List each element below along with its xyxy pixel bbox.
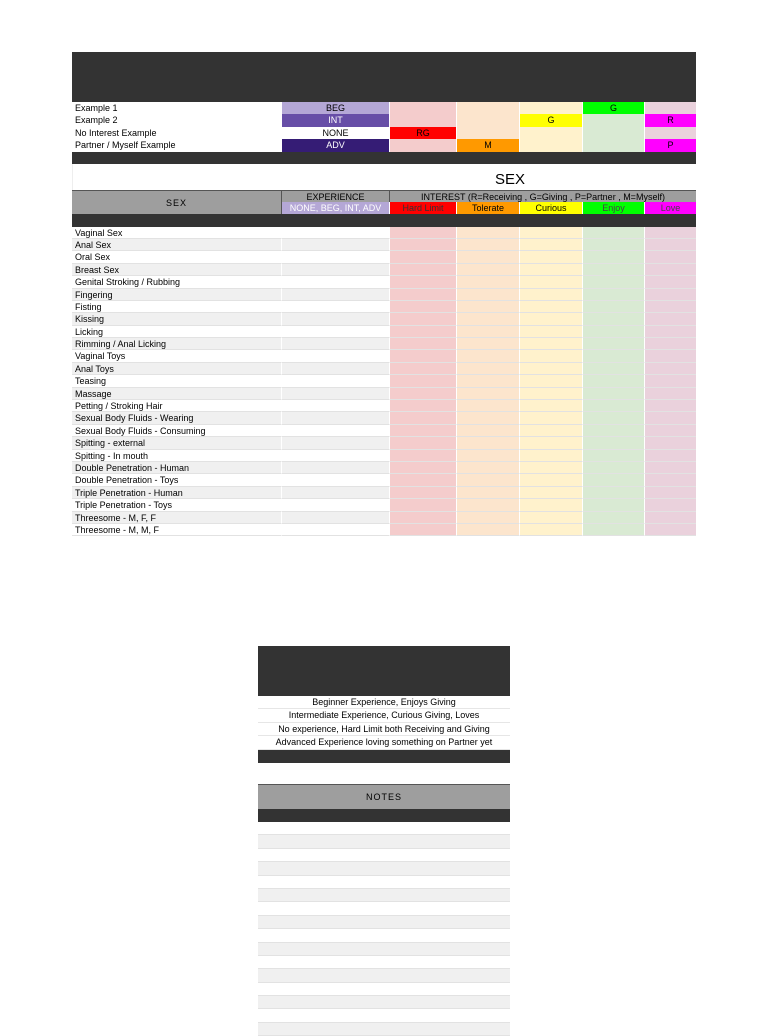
item-label: Double Penetration - Human	[72, 462, 282, 474]
love-input[interactable]	[645, 474, 696, 486]
item-label: Breast Sex	[72, 264, 282, 276]
notes-row[interactable]	[258, 902, 510, 915]
enjoy-input[interactable]	[583, 363, 645, 375]
tolerate-input[interactable]	[457, 487, 520, 499]
tolerate-input[interactable]	[457, 227, 520, 239]
tolerate-cell[interactable]	[457, 114, 520, 126]
item-label: Triple Penetration - Human	[72, 487, 282, 499]
experience-input[interactable]	[282, 227, 390, 239]
curious-input[interactable]	[520, 388, 583, 400]
curious-cell[interactable]	[520, 127, 583, 139]
love-input[interactable]	[645, 412, 696, 424]
item-label: Fingering	[72, 289, 282, 301]
notes-row[interactable]	[258, 956, 510, 969]
enjoy-input[interactable]	[583, 289, 645, 301]
love-input[interactable]	[645, 350, 696, 362]
example-label: No Interest Example	[72, 127, 282, 139]
love-input[interactable]	[645, 264, 696, 276]
hard-limit-input[interactable]	[390, 251, 457, 263]
tolerate-input[interactable]	[457, 264, 520, 276]
curious-input[interactable]	[520, 227, 583, 239]
item-label: Rimming / Anal Licking	[72, 338, 282, 350]
table-row	[72, 499, 696, 511]
item-label: Massage	[72, 388, 282, 400]
tolerate-cell[interactable]: M	[457, 139, 520, 151]
header-divider	[72, 214, 696, 227]
section-title-row	[72, 164, 696, 190]
example-row	[72, 127, 696, 139]
enjoy-cell[interactable]: G	[583, 102, 645, 114]
experience-input[interactable]	[282, 400, 390, 412]
love-input[interactable]	[645, 326, 696, 338]
tolerate-input[interactable]	[457, 388, 520, 400]
table-row	[72, 450, 696, 462]
table-row	[72, 388, 696, 400]
experience-input[interactable]	[282, 425, 390, 437]
example-row	[72, 102, 696, 114]
curious-input[interactable]	[520, 313, 583, 325]
curious-input[interactable]	[520, 363, 583, 375]
notes-row[interactable]	[258, 889, 510, 902]
legend-item: Beginner Experience, Enjoys Giving	[258, 696, 510, 709]
curious-cell[interactable]	[520, 102, 583, 114]
enjoy-input[interactable]	[583, 487, 645, 499]
enjoy-cell[interactable]	[583, 139, 645, 151]
love-input[interactable]	[645, 450, 696, 462]
hard-limit-input[interactable]	[390, 499, 457, 511]
experience-input[interactable]	[282, 251, 390, 263]
enjoy-input[interactable]	[583, 326, 645, 338]
curious-input[interactable]	[520, 251, 583, 263]
table-row	[72, 375, 696, 387]
love-cell[interactable]: R	[645, 114, 696, 126]
love-cell[interactable]	[645, 102, 696, 114]
example-row	[72, 114, 696, 126]
love-input[interactable]	[645, 437, 696, 449]
notes-row[interactable]	[258, 996, 510, 1009]
hard-limit-input[interactable]	[390, 276, 457, 288]
table-row	[72, 412, 696, 424]
curious-input[interactable]	[520, 301, 583, 313]
experience-input[interactable]	[282, 264, 390, 276]
hard-limit-input[interactable]	[390, 524, 457, 536]
experience-cell[interactable]: BEG	[282, 102, 390, 114]
item-label: Kissing	[72, 313, 282, 325]
enjoy-input[interactable]	[583, 499, 645, 511]
legend-item: No experience, Hard Limit both Receiving and Giving	[258, 723, 510, 736]
item-label: Genital Stroking / Rubbing	[72, 276, 282, 288]
item-label: Threesome - M, M, F	[72, 524, 282, 536]
experience-input[interactable]	[282, 412, 390, 424]
hard-limit-input[interactable]	[390, 227, 457, 239]
curious-input[interactable]	[520, 350, 583, 362]
experience-input[interactable]	[282, 289, 390, 301]
enjoy-input[interactable]	[583, 301, 645, 313]
interest-sheet	[72, 52, 696, 536]
hard-limit-input[interactable]	[390, 264, 457, 276]
notes-row[interactable]	[258, 943, 510, 956]
love-input[interactable]	[645, 462, 696, 474]
love-input[interactable]	[645, 400, 696, 412]
hard-limit-input[interactable]	[390, 437, 457, 449]
curious-input[interactable]	[520, 289, 583, 301]
example-label: Example 2	[72, 114, 282, 126]
enjoy-input[interactable]	[583, 412, 645, 424]
enjoy-cell[interactable]	[583, 127, 645, 139]
experience-input[interactable]	[282, 437, 390, 449]
item-label: Spitting - In mouth	[72, 450, 282, 462]
tolerate-input[interactable]	[457, 313, 520, 325]
table-row	[72, 524, 696, 536]
hard-limit-input[interactable]	[390, 487, 457, 499]
table-row	[72, 239, 696, 251]
examples-table	[72, 102, 696, 152]
curious-input[interactable]	[520, 450, 583, 462]
notes-header: NOTES	[258, 784, 510, 809]
hard-limit-input[interactable]	[390, 289, 457, 301]
tolerate-header: Tolerate	[457, 202, 520, 214]
love-input[interactable]	[645, 375, 696, 387]
love-input[interactable]	[645, 499, 696, 511]
experience-input[interactable]	[282, 338, 390, 350]
table-row	[72, 264, 696, 276]
notes-row[interactable]	[258, 1023, 510, 1036]
enjoy-input[interactable]	[583, 450, 645, 462]
legend-bottom-band	[258, 750, 510, 763]
tolerate-input[interactable]	[457, 437, 520, 449]
table-row	[72, 474, 696, 486]
love-cell[interactable]	[645, 127, 696, 139]
enjoy-input[interactable]	[583, 524, 645, 536]
enjoy-input[interactable]	[583, 338, 645, 350]
item-label: Licking	[72, 326, 282, 338]
tolerate-input[interactable]	[457, 400, 520, 412]
hard-limit-input[interactable]	[390, 363, 457, 375]
table-row	[72, 276, 696, 288]
hard-limit-input[interactable]	[390, 301, 457, 313]
love-input[interactable]	[645, 338, 696, 350]
experience-input[interactable]	[282, 326, 390, 338]
curious-input[interactable]	[520, 487, 583, 499]
legend-item: Intermediate Experience, Curious Giving, Loves	[258, 709, 510, 722]
tolerate-input[interactable]	[457, 425, 520, 437]
enjoy-input[interactable]	[583, 474, 645, 486]
enjoy-input[interactable]	[583, 437, 645, 449]
curious-input[interactable]	[520, 375, 583, 387]
love-input[interactable]	[645, 512, 696, 524]
tolerate-cell[interactable]	[457, 127, 520, 139]
tolerate-cell[interactable]	[457, 102, 520, 114]
hard-limit-input[interactable]	[390, 512, 457, 524]
experience-input[interactable]	[282, 350, 390, 362]
item-label: Spitting - external	[72, 437, 282, 449]
hard-limit-input[interactable]	[390, 412, 457, 424]
notes-row[interactable]	[258, 876, 510, 889]
hard-limit-input[interactable]	[390, 375, 457, 387]
love-input[interactable]	[645, 289, 696, 301]
hard-limit-input[interactable]	[390, 462, 457, 474]
curious-input[interactable]	[520, 474, 583, 486]
table-row	[72, 425, 696, 437]
curious-input[interactable]	[520, 425, 583, 437]
enjoy-input[interactable]	[583, 239, 645, 251]
experience-input[interactable]	[282, 239, 390, 251]
notes-row[interactable]	[258, 849, 510, 862]
table-row	[72, 400, 696, 412]
legend-panel	[258, 646, 510, 763]
table-row	[72, 313, 696, 325]
experience-input[interactable]	[282, 363, 390, 375]
experience-input[interactable]	[282, 276, 390, 288]
curious-cell[interactable]	[520, 139, 583, 151]
enjoy-input[interactable]	[583, 462, 645, 474]
tolerate-input[interactable]	[457, 276, 520, 288]
hard-limit-cell[interactable]: RG	[390, 127, 457, 139]
example-label: Example 1	[72, 102, 282, 114]
experience-input[interactable]	[282, 499, 390, 511]
column-header	[72, 190, 696, 214]
enjoy-input[interactable]	[583, 264, 645, 276]
header-band	[72, 52, 696, 102]
item-label: Anal Sex	[72, 239, 282, 251]
tolerate-input[interactable]	[457, 462, 520, 474]
enjoy-input[interactable]	[583, 276, 645, 288]
example-label: Partner / Myself Example	[72, 139, 282, 151]
curious-input[interactable]	[520, 512, 583, 524]
notes-row[interactable]	[258, 835, 510, 848]
experience-header: EXPERIENCE	[282, 191, 390, 202]
hard-limit-input[interactable]	[390, 313, 457, 325]
love-input[interactable]	[645, 487, 696, 499]
love-input[interactable]	[645, 239, 696, 251]
love-input[interactable]	[645, 276, 696, 288]
enjoy-input[interactable]	[583, 375, 645, 387]
hard-limit-input[interactable]	[390, 425, 457, 437]
table-row	[72, 251, 696, 263]
curious-input[interactable]	[520, 524, 583, 536]
hard-limit-input[interactable]	[390, 338, 457, 350]
hard-limit-input[interactable]	[390, 450, 457, 462]
curious-input[interactable]	[520, 326, 583, 338]
table-row	[72, 301, 696, 313]
section-title: SEX	[494, 170, 525, 188]
category-header: SEX	[72, 190, 282, 214]
notes-row[interactable]	[258, 1009, 510, 1022]
item-label: Petting / Stroking Hair	[72, 400, 282, 412]
table-row	[72, 462, 696, 474]
experience-input[interactable]	[282, 487, 390, 499]
curious-input[interactable]	[520, 239, 583, 251]
item-label: Oral Sex	[72, 251, 282, 263]
enjoy-input[interactable]	[583, 313, 645, 325]
item-label: Sexual Body Fluids - Consuming	[72, 425, 282, 437]
enjoy-input[interactable]	[583, 227, 645, 239]
experience-input[interactable]	[282, 301, 390, 313]
tolerate-input[interactable]	[457, 239, 520, 251]
tolerate-input[interactable]	[457, 499, 520, 511]
enjoy-input[interactable]	[583, 400, 645, 412]
curious-input[interactable]	[520, 264, 583, 276]
item-label: Teasing	[72, 375, 282, 387]
experience-input[interactable]	[282, 388, 390, 400]
tolerate-input[interactable]	[457, 363, 520, 375]
tolerate-input[interactable]	[457, 375, 520, 387]
love-input[interactable]	[645, 425, 696, 437]
tolerate-input[interactable]	[457, 524, 520, 536]
legend-item: Advanced Experience loving something on Partner yet	[258, 736, 510, 749]
item-label: Double Penetration - Toys	[72, 474, 282, 486]
hard-limit-input[interactable]	[390, 388, 457, 400]
enjoy-cell[interactable]	[583, 114, 645, 126]
hard-limit-input[interactable]	[390, 326, 457, 338]
hard-limit-cell[interactable]	[390, 114, 457, 126]
divider-band	[72, 152, 696, 164]
curious-input[interactable]	[520, 338, 583, 350]
item-label: Threesome - M, F, F	[72, 512, 282, 524]
love-input[interactable]	[645, 301, 696, 313]
tolerate-input[interactable]	[457, 350, 520, 362]
curious-cell[interactable]: G	[520, 114, 583, 126]
love-input[interactable]	[645, 524, 696, 536]
item-label: Sexual Body Fluids - Wearing	[72, 412, 282, 424]
experience-input[interactable]	[282, 462, 390, 474]
item-label: Vaginal Toys	[72, 350, 282, 362]
enjoy-header: Enjoy	[583, 202, 645, 214]
item-label: Vaginal Sex	[72, 227, 282, 239]
love-header: Love	[645, 202, 696, 214]
table-row	[72, 350, 696, 362]
experience-input[interactable]	[282, 474, 390, 486]
hard-limit-header: Hard Limit	[390, 202, 457, 214]
table-row	[72, 512, 696, 524]
experience-input[interactable]	[282, 375, 390, 387]
legend-band	[258, 646, 510, 696]
curious-input[interactable]	[520, 499, 583, 511]
tolerate-input[interactable]	[457, 512, 520, 524]
notes-row[interactable]	[258, 983, 510, 996]
hard-limit-input[interactable]	[390, 239, 457, 251]
tolerate-input[interactable]	[457, 450, 520, 462]
example-row	[72, 139, 696, 151]
tolerate-input[interactable]	[457, 251, 520, 263]
notes-row[interactable]	[258, 969, 510, 982]
love-input[interactable]	[645, 227, 696, 239]
experience-input[interactable]	[282, 450, 390, 462]
tolerate-input[interactable]	[457, 412, 520, 424]
table-row	[72, 326, 696, 338]
notes-row[interactable]	[258, 822, 510, 835]
experience-cell[interactable]: INT	[282, 114, 390, 126]
hard-limit-input[interactable]	[390, 350, 457, 362]
experience-cell[interactable]: NONE	[282, 127, 390, 139]
table-row	[72, 437, 696, 449]
experience-hint: NONE, BEG, INT, ADV	[282, 202, 390, 214]
love-input[interactable]	[645, 363, 696, 375]
experience-input[interactable]	[282, 512, 390, 524]
curious-input[interactable]	[520, 437, 583, 449]
love-cell[interactable]: P	[645, 139, 696, 151]
notes-divider	[258, 809, 510, 822]
items-table	[72, 227, 696, 537]
curious-input[interactable]	[520, 276, 583, 288]
enjoy-input[interactable]	[583, 512, 645, 524]
notes-row[interactable]	[258, 929, 510, 942]
hard-limit-input[interactable]	[390, 400, 457, 412]
hard-limit-input[interactable]	[390, 474, 457, 486]
enjoy-input[interactable]	[583, 350, 645, 362]
table-row	[72, 338, 696, 350]
notes-panel	[258, 784, 510, 1036]
notes-row[interactable]	[258, 916, 510, 929]
table-row	[72, 487, 696, 499]
notes-row[interactable]	[258, 862, 510, 875]
item-label: Anal Toys	[72, 363, 282, 375]
enjoy-input[interactable]	[583, 425, 645, 437]
curious-header: Curious	[520, 202, 583, 214]
table-row	[72, 227, 696, 239]
experience-input[interactable]	[282, 313, 390, 325]
tolerate-input[interactable]	[457, 326, 520, 338]
tolerate-input[interactable]	[457, 338, 520, 350]
experience-input[interactable]	[282, 524, 390, 536]
enjoy-input[interactable]	[583, 251, 645, 263]
experience-cell[interactable]: ADV	[282, 139, 390, 151]
love-input[interactable]	[645, 313, 696, 325]
hard-limit-cell[interactable]	[390, 102, 457, 114]
love-input[interactable]	[645, 388, 696, 400]
enjoy-input[interactable]	[583, 388, 645, 400]
hard-limit-cell[interactable]	[390, 139, 457, 151]
curious-input[interactable]	[520, 462, 583, 474]
love-input[interactable]	[645, 251, 696, 263]
curious-input[interactable]	[520, 400, 583, 412]
table-row	[72, 289, 696, 301]
tolerate-input[interactable]	[457, 301, 520, 313]
interest-header: INTEREST (R=Receiving , G=Giving , P=Partner , M=Myself)	[421, 191, 665, 202]
item-label: Fisting	[72, 301, 282, 313]
curious-input[interactable]	[520, 412, 583, 424]
tolerate-input[interactable]	[457, 474, 520, 486]
tolerate-input[interactable]	[457, 289, 520, 301]
table-row	[72, 363, 696, 375]
item-label: Triple Penetration - Toys	[72, 499, 282, 511]
